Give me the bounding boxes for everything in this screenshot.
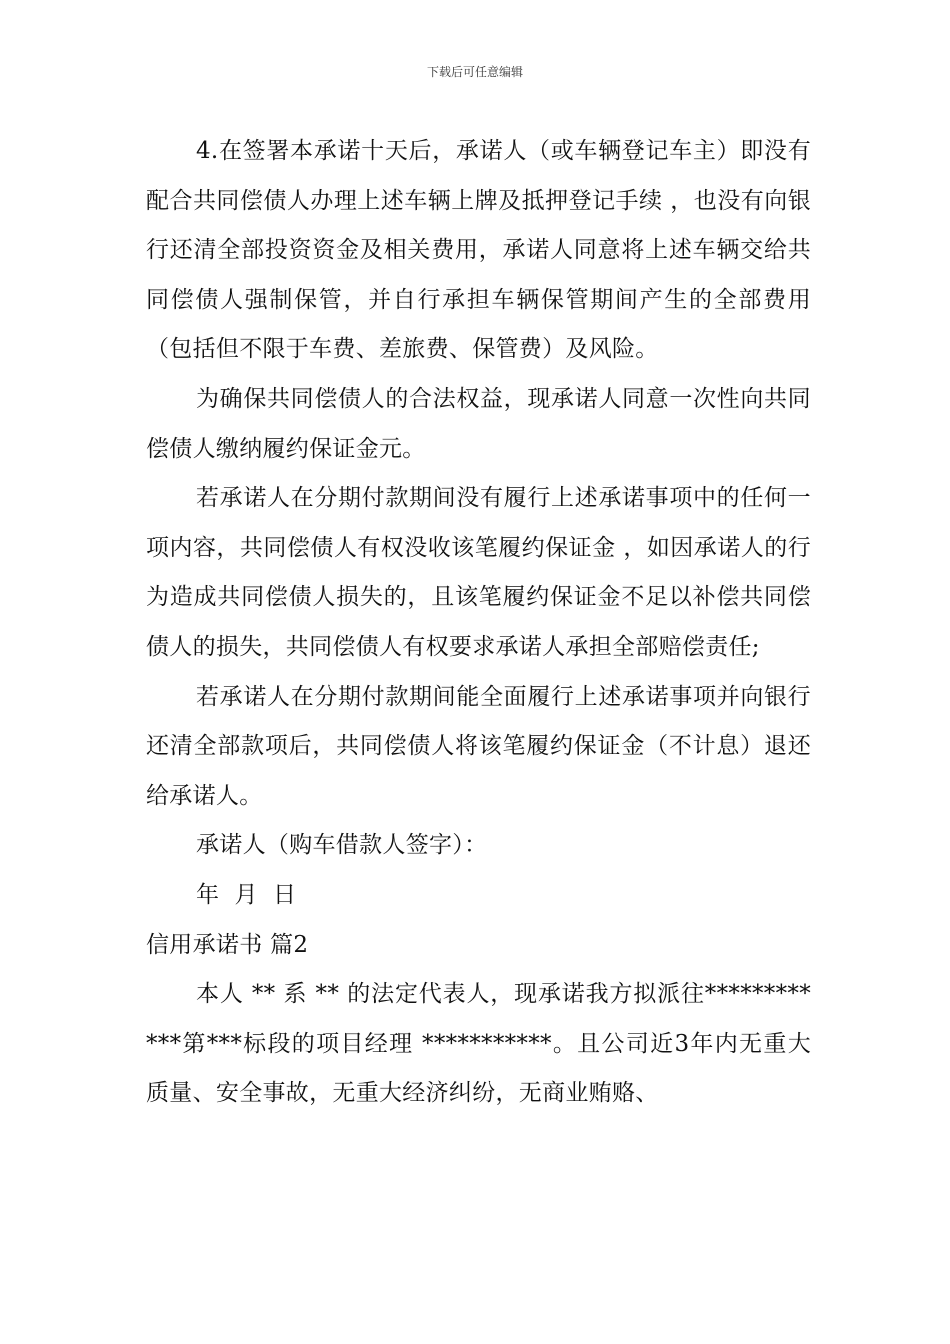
paragraph-deposit: 为确保共同偿债人的合法权益，现承诺人同意一次性向共同偿债人缴纳履约保证金元。: [146, 385, 811, 462]
paragraph-fulfill: 若承诺人在分期付款期间能全面履行上述承诺事项并向银行还清全部款项后，共同偿债人将该笔履约保证金（不计息）退还给承诺人。: [146, 683, 811, 809]
page-header: 下载后可任意编辑: [426, 65, 523, 79]
date-text: 年 月 日: [196, 881, 297, 908]
paragraph-item-4: 4.在签署本承诺十天后，承诺人（或车辆登记车主）即没有配合共同偿债人办理上述车辆上牌及抵押登记手续 ，也没有向银行还清全部投资资金及相关费用，承诺人同意将上述车辆交给共同偿债人强制保管，并自行承担车辆保管期间产生的全部费用（包括但不限于车费、差旅费、保管费）及风险。: [146, 138, 811, 363]
document-body: [146, 127, 811, 1119]
paragraph-section-2: 本人 ** 系 ** 的法定代表人，现承诺我方拟派往************第***标段的项目经理 ***********。且公司近3年内无重大质量、安全事故，无重大经济纠纷，无商业贿赂、: [146, 981, 811, 1107]
date-line: [146, 871, 811, 921]
section-2-title: 信用承诺书 篇2: [146, 931, 309, 958]
paragraph-default: 若承诺人在分期付款期间没有履行上述承诺事项中的任何一项内容，共同偿债人有权没收该笔履约保证金 ，如因承诺人的行为造成共同偿债人损失的，且该笔履约保证金不足以补偿共同偿债人的损失，共同偿债人有权要求承诺人承担全部赔偿责任;: [146, 485, 811, 660]
signature-label: 承诺人（购车借款人签字）：: [196, 832, 488, 859]
